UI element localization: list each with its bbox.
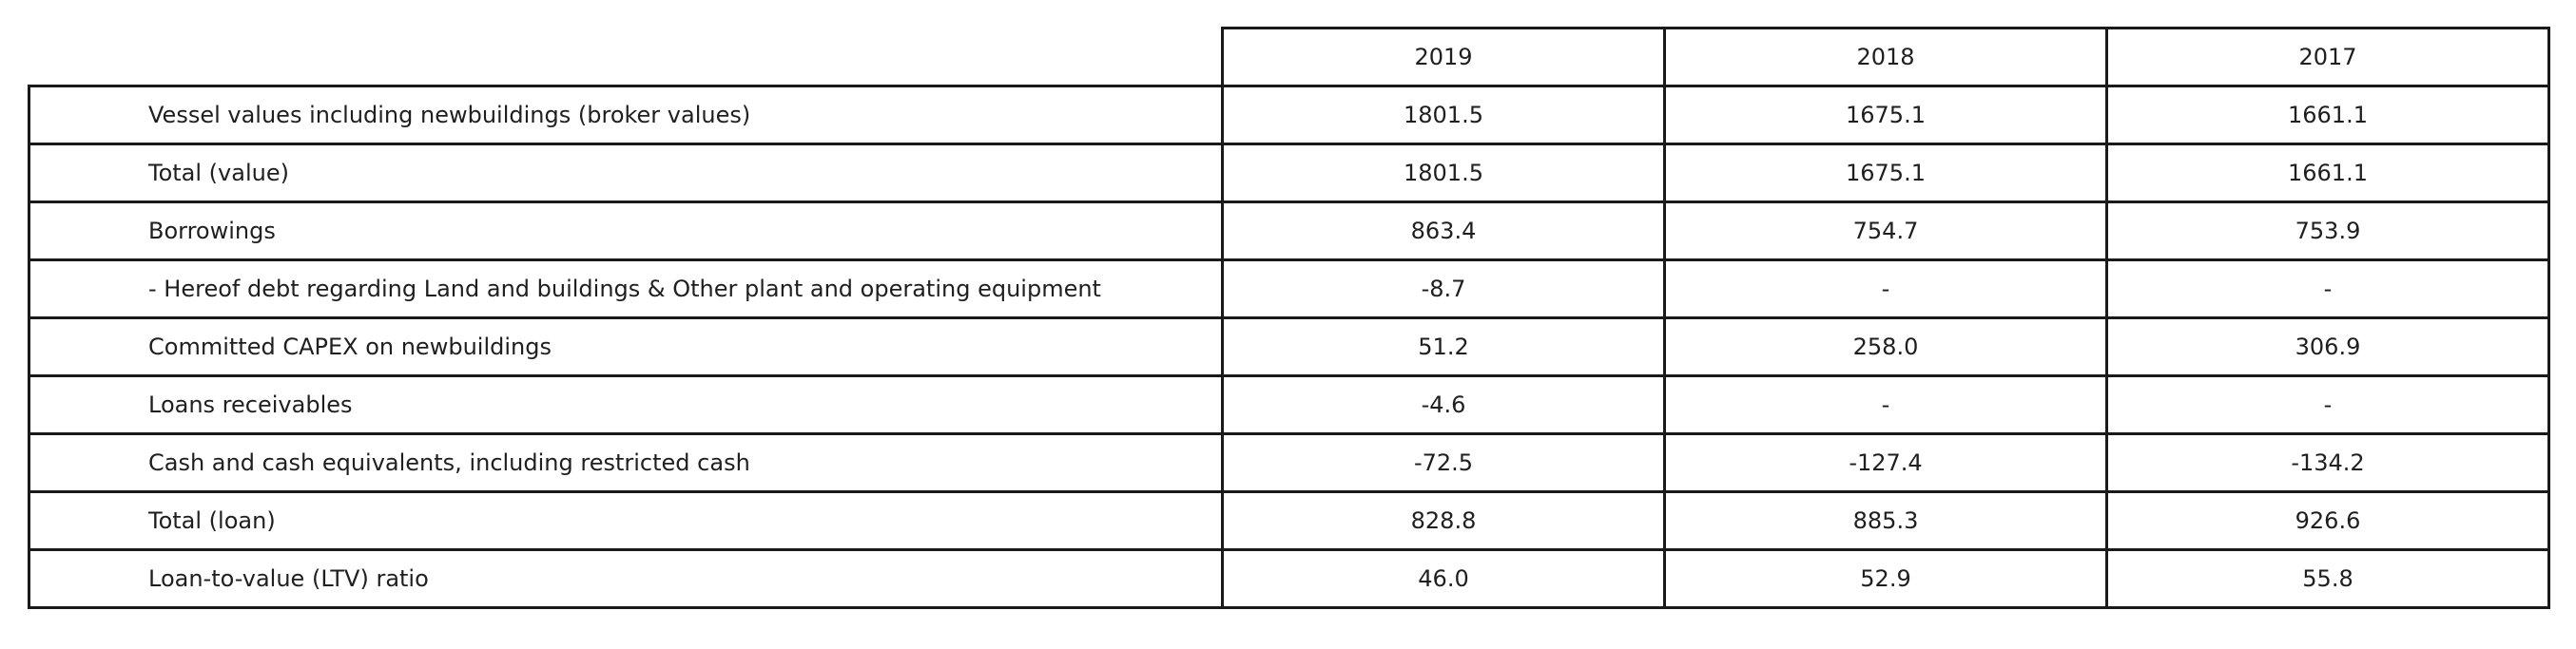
- ltv-table: [28, 27, 2550, 609]
- header-2017: 2017: [2107, 29, 2549, 86]
- cell-2017: -134.2: [2107, 434, 2549, 492]
- cell-2019: -72.5: [1223, 434, 1665, 492]
- table-row: [29, 202, 2549, 260]
- table-row: [29, 260, 2549, 318]
- row-label: - Hereof debt regarding Land and buildings & Other plant and operating equipment: [29, 260, 1223, 318]
- table-row: [29, 86, 2549, 144]
- table-row: [29, 144, 2549, 202]
- header-2019: 2019: [1223, 29, 1665, 86]
- row-label: Loans receivables: [29, 376, 1223, 434]
- cell-2018: -: [1665, 376, 2107, 434]
- row-label: Borrowings: [29, 202, 1223, 260]
- cell-2018: 885.3: [1665, 492, 2107, 550]
- cell-2019: 1801.5: [1223, 144, 1665, 202]
- cell-2019: 51.2: [1223, 318, 1665, 376]
- cell-2019: 1801.5: [1223, 86, 1665, 144]
- row-label: Cash and cash equivalents, including restricted cash: [29, 434, 1223, 492]
- cell-2018: 1675.1: [1665, 86, 2107, 144]
- cell-2018: 52.9: [1665, 550, 2107, 608]
- table-row: [29, 318, 2549, 376]
- cell-2017: 55.8: [2107, 550, 2549, 608]
- cell-2018: 1675.1: [1665, 144, 2107, 202]
- cell-2017: 753.9: [2107, 202, 2549, 260]
- cell-2017: 306.9: [2107, 318, 2549, 376]
- cell-2019: 828.8: [1223, 492, 1665, 550]
- cell-2017: -: [2107, 260, 2549, 318]
- cell-2017: 1661.1: [2107, 144, 2549, 202]
- cell-2018: -: [1665, 260, 2107, 318]
- header-2018: 2018: [1665, 29, 2107, 86]
- cell-2018: 754.7: [1665, 202, 2107, 260]
- table-row: [29, 492, 2549, 550]
- table-row: [29, 550, 2549, 608]
- table-row: [29, 376, 2549, 434]
- row-label: Loan-to-value (LTV) ratio: [29, 550, 1223, 608]
- cell-2017: 926.6: [2107, 492, 2549, 550]
- row-label: Total (loan): [29, 492, 1223, 550]
- cell-2019: -4.6: [1223, 376, 1665, 434]
- table-row: [29, 434, 2549, 492]
- header-blank-cell: [29, 29, 1223, 86]
- cell-2018: -127.4: [1665, 434, 2107, 492]
- cell-2017: 1661.1: [2107, 86, 2549, 144]
- cell-2018: 258.0: [1665, 318, 2107, 376]
- header-row: [29, 29, 2549, 86]
- row-label: Committed CAPEX on newbuildings: [29, 318, 1223, 376]
- cell-2019: 46.0: [1223, 550, 1665, 608]
- row-label: Vessel values including newbuildings (broker values): [29, 86, 1223, 144]
- cell-2019: 863.4: [1223, 202, 1665, 260]
- row-label: Total (value): [29, 144, 1223, 202]
- cell-2017: -: [2107, 376, 2549, 434]
- cell-2019: -8.7: [1223, 260, 1665, 318]
